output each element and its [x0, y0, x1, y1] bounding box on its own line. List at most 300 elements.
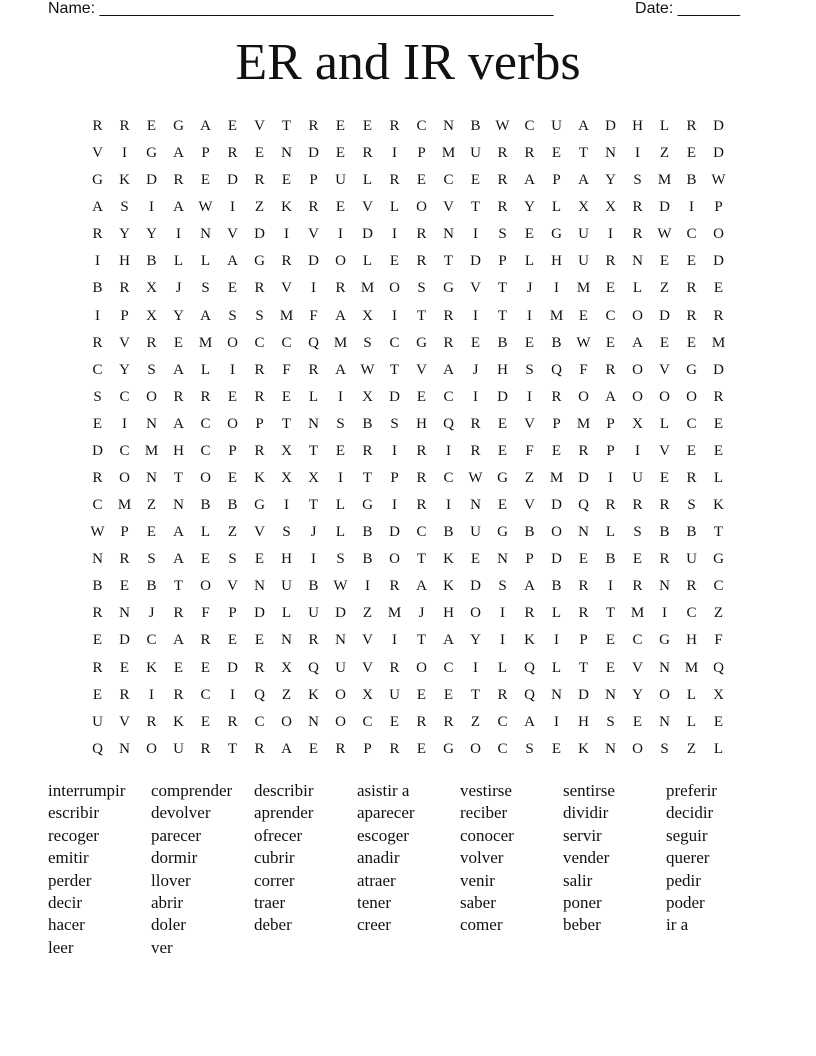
grid-letter: R: [92, 226, 103, 243]
grid-letter: C: [605, 307, 616, 324]
grid-letter: T: [578, 145, 589, 162]
grid-letter: P: [579, 632, 588, 649]
grid-letter: U: [686, 551, 697, 568]
grid-letter: I: [635, 442, 640, 459]
grid-letter: A: [632, 334, 643, 351]
grid-letter: D: [605, 118, 616, 134]
grid-row: [84, 736, 732, 763]
grid-letter: K: [173, 713, 184, 730]
grid-letter: X: [281, 659, 292, 676]
word-bank-item: tener: [357, 892, 391, 912]
grid-letter: K: [254, 470, 265, 487]
grid-letter: S: [147, 551, 156, 568]
grid-letter: X: [146, 307, 157, 324]
grid-letter: C: [632, 632, 643, 649]
grid-letter: R: [254, 442, 265, 459]
grid-letter: I: [554, 632, 559, 649]
grid-letter: W: [360, 361, 375, 378]
grid-letter: V: [632, 659, 643, 676]
grid-letter: R: [308, 199, 319, 216]
grid-letter: R: [389, 578, 400, 595]
grid-letter: V: [524, 497, 535, 514]
grid-letter: G: [686, 361, 697, 378]
grid-letter: T: [605, 605, 616, 622]
grid-letter: I: [311, 551, 316, 568]
grid-letter: C: [119, 442, 130, 459]
grid-letter: T: [308, 442, 319, 459]
grid-letter: U: [578, 253, 589, 270]
grid-letter: E: [416, 686, 427, 703]
grid-letter: E: [659, 334, 670, 351]
grid-letter: Y: [524, 199, 535, 216]
grid-letter: P: [525, 551, 534, 568]
grid-letter: N: [92, 551, 103, 568]
grid-letter: D: [713, 361, 724, 378]
grid-letter: E: [551, 145, 562, 162]
grid-letter: O: [632, 388, 643, 405]
grid-letter: R: [416, 226, 427, 243]
grid-letter: Q: [551, 361, 562, 378]
grid-letter: D: [713, 118, 724, 134]
grid-letter: B: [146, 253, 157, 270]
grid-letter: Q: [92, 740, 103, 757]
grid-letter: C: [119, 388, 130, 405]
grid-letter: H: [416, 415, 427, 432]
grid-letter: O: [389, 280, 400, 297]
grid-letter: L: [632, 280, 643, 297]
grid-letter: E: [254, 551, 265, 568]
grid-letter: R: [416, 442, 427, 459]
grid-letter: R: [227, 145, 238, 162]
grid-letter: I: [392, 632, 397, 649]
grid-letter: R: [416, 470, 427, 487]
grid-row: [84, 546, 732, 573]
grid-letter: I: [473, 226, 478, 243]
grid-letter: U: [470, 145, 481, 162]
grid-letter: T: [227, 740, 238, 757]
grid-letter: E: [146, 524, 157, 541]
grid-letter: R: [416, 497, 427, 514]
grid-letter: B: [551, 578, 562, 595]
grid-letter: R: [173, 605, 184, 622]
grid-letter: V: [254, 524, 265, 541]
grid-letter: E: [227, 632, 238, 649]
grid-letter: S: [417, 280, 426, 297]
grid-letter: O: [281, 713, 292, 730]
grid-letter: I: [149, 686, 154, 703]
grid-letter: T: [281, 118, 292, 134]
grid-letter: S: [606, 713, 615, 730]
grid-letter: C: [686, 605, 697, 622]
grid-letter: Z: [470, 713, 481, 730]
grid-letter: I: [473, 307, 478, 324]
grid-letter: R: [686, 118, 697, 134]
grid-letter: R: [308, 632, 319, 649]
grid-letter: T: [416, 632, 427, 649]
grid-letter: E: [497, 442, 508, 459]
grid-letter: L: [659, 415, 670, 432]
grid-letter: Q: [443, 415, 454, 432]
grid-letter: I: [176, 226, 181, 243]
grid-letter: O: [659, 388, 670, 405]
grid-letter: R: [200, 388, 211, 405]
grid-letter: H: [686, 632, 697, 649]
grid-letter: G: [659, 632, 670, 649]
grid-letter: I: [230, 199, 235, 216]
grid-letter: R: [443, 334, 454, 351]
grid-letter: O: [470, 605, 481, 622]
grid-letter: S: [390, 415, 399, 432]
word-bank-item: decir: [48, 892, 82, 912]
grid-letter: R: [686, 470, 697, 487]
grid-row: [84, 140, 732, 167]
grid-letter: R: [659, 497, 670, 514]
grid-letter: C: [146, 632, 157, 649]
grid-letter: Q: [524, 659, 535, 676]
grid-letter: B: [686, 172, 697, 189]
grid-letter: X: [713, 686, 724, 703]
grid-letter: L: [551, 199, 562, 216]
grid-letter: V: [227, 226, 238, 243]
word-bank-item: escribir: [48, 803, 99, 823]
grid-letter: O: [659, 686, 670, 703]
word-bank-item: volver: [460, 848, 504, 868]
grid-letter: L: [659, 118, 670, 134]
grid-letter: O: [335, 686, 346, 703]
word-bank-item: traer: [254, 892, 286, 912]
grid-letter: C: [416, 118, 427, 134]
grid-letter: B: [146, 578, 157, 595]
grid-letter: P: [255, 415, 264, 432]
grid-letter: Z: [686, 740, 697, 757]
grid-letter: F: [309, 307, 318, 324]
grid-letter: M: [576, 415, 591, 432]
grid-letter: A: [578, 172, 589, 189]
word-bank-item: describir: [254, 781, 314, 800]
date-line: Date: _______: [635, 0, 740, 17]
grid-letter: L: [497, 659, 508, 676]
grid-letter: B: [551, 334, 562, 351]
grid-letter: P: [606, 442, 615, 459]
grid-letter: I: [527, 388, 532, 405]
grid-letter: B: [443, 524, 454, 541]
grid-letter: E: [227, 470, 238, 487]
grid-letter: R: [308, 118, 319, 134]
grid-row: [84, 330, 732, 357]
grid-letter: A: [173, 415, 184, 432]
grid-letter: Y: [119, 226, 130, 243]
grid-letter: J: [472, 361, 479, 378]
word-bank-item: emitir: [48, 848, 89, 868]
grid-letter: P: [120, 307, 129, 324]
word-bank-item: llover: [151, 870, 191, 890]
grid-letter: I: [284, 226, 289, 243]
word-bank-item: correr: [254, 870, 295, 890]
grid-letter: C: [416, 524, 427, 541]
word-bank-item: anadir: [357, 848, 400, 868]
grid-letter: H: [632, 118, 643, 134]
word-bank-item: ver: [151, 937, 173, 957]
grid-letter: I: [689, 199, 694, 216]
grid-letter: E: [551, 740, 562, 757]
grid-letter: B: [200, 497, 211, 514]
grid-letter: A: [335, 307, 346, 324]
grid-letter: P: [390, 470, 399, 487]
grid-letter: O: [227, 334, 238, 351]
grid-letter: D: [92, 442, 103, 459]
word-bank-item: deber: [254, 915, 292, 935]
grid-letter: E: [308, 740, 319, 757]
grid-letter: L: [524, 253, 535, 270]
grid-row: [84, 573, 732, 600]
grid-letter: A: [173, 145, 184, 162]
grid-letter: I: [95, 253, 100, 270]
grid-letter: Q: [308, 659, 319, 676]
grid-letter: I: [149, 199, 154, 216]
grid-letter: O: [227, 415, 238, 432]
grid-letter: G: [551, 226, 562, 243]
grid-letter: N: [470, 497, 481, 514]
grid-letter: H: [119, 253, 130, 270]
word-bank-item: devolver: [151, 803, 211, 823]
grid-letter: G: [362, 497, 373, 514]
grid-letter: E: [362, 118, 373, 134]
grid-letter: R: [632, 226, 643, 243]
word-bank-item: interrumpir: [48, 781, 126, 800]
word-bank-item: ir a: [666, 915, 689, 935]
grid-letter: E: [713, 280, 724, 297]
grid-letter: G: [416, 334, 427, 351]
grid-letter: D: [146, 172, 157, 189]
grid-letter: U: [335, 659, 346, 676]
grid-letter: R: [146, 334, 157, 351]
grid-letter: U: [389, 686, 400, 703]
word-bank-item: dividir: [563, 803, 609, 823]
word-bank-item: salir: [563, 870, 593, 890]
grid-letter: O: [578, 388, 589, 405]
word-bank-item: preferir: [666, 781, 717, 800]
grid-letter: V: [362, 659, 373, 676]
grid-letter: N: [578, 524, 589, 541]
grid-letter: D: [551, 497, 562, 514]
grid-letter: E: [686, 334, 697, 351]
grid-letter: L: [551, 659, 562, 676]
grid-letter: K: [443, 578, 454, 595]
grid-letter: N: [308, 713, 319, 730]
grid-letter: C: [686, 415, 697, 432]
grid-letter: M: [279, 307, 294, 324]
grid-letter: I: [635, 145, 640, 162]
grid-letter: D: [254, 605, 265, 622]
grid-letter: E: [416, 172, 427, 189]
grid-letter: R: [632, 497, 643, 514]
grid-letter: V: [308, 226, 319, 243]
grid-letter: O: [335, 713, 346, 730]
grid-letter: C: [200, 686, 211, 703]
grid-letter: T: [281, 415, 292, 432]
grid-letter: E: [200, 172, 211, 189]
grid-letter: K: [281, 199, 292, 216]
grid-letter: V: [443, 199, 454, 216]
grid-letter: R: [416, 713, 427, 730]
grid-letter: T: [470, 199, 481, 216]
grid-letter: R: [335, 280, 346, 297]
grid-letter: S: [498, 226, 507, 243]
grid-letter: K: [119, 172, 130, 189]
grid-letter: X: [281, 442, 292, 459]
grid-letter: Z: [227, 524, 238, 541]
word-bank-item: doler: [151, 915, 186, 935]
grid-letter: R: [92, 118, 103, 134]
grid-letter: D: [254, 226, 265, 243]
grid-letter: R: [389, 740, 400, 757]
page-title: ER and IR verbs: [235, 34, 581, 91]
grid-letter: C: [443, 659, 454, 676]
word-bank-item: aparecer: [357, 803, 415, 823]
grid-letter: R: [443, 307, 454, 324]
grid-letter: R: [335, 740, 346, 757]
grid-letter: A: [227, 253, 238, 270]
grid-letter: U: [632, 470, 643, 487]
grid-letter: P: [309, 172, 318, 189]
grid-letter: B: [92, 280, 103, 297]
grid-letter: V: [281, 280, 292, 297]
grid-letter: E: [227, 388, 238, 405]
grid-letter: D: [335, 605, 346, 622]
grid-letter: R: [254, 659, 265, 676]
grid-letter: R: [146, 713, 157, 730]
grid-letter: E: [470, 334, 481, 351]
grid-letter: C: [92, 497, 103, 514]
grid-letter: F: [714, 632, 723, 649]
grid-letter: R: [713, 307, 724, 324]
grid-letter: N: [335, 632, 346, 649]
grid-letter: R: [524, 605, 535, 622]
grid-letter: R: [119, 280, 130, 297]
grid-letter: R: [173, 388, 184, 405]
grid-letter: E: [92, 415, 103, 432]
grid-letter: I: [500, 632, 505, 649]
grid-letter: K: [524, 632, 535, 649]
grid-letter: R: [227, 713, 238, 730]
grid-letter: A: [443, 361, 454, 378]
word-bank-item: recoger: [48, 825, 99, 845]
grid-letter: T: [389, 361, 400, 378]
grid-letter: N: [119, 740, 130, 757]
grid-letter: E: [389, 713, 400, 730]
grid-row: [84, 411, 732, 438]
grid-letter: R: [686, 280, 697, 297]
grid-letter: U: [578, 226, 589, 243]
grid-letter: U: [551, 118, 562, 134]
word-bank-item: servir: [563, 825, 602, 845]
name-line: Name: ___________________________________________________: [48, 0, 554, 17]
grid-letter: B: [92, 578, 103, 595]
grid-row: [84, 600, 732, 627]
grid-letter: V: [524, 415, 535, 432]
word-bank-item: cubrir: [254, 848, 295, 868]
grid-letter: B: [497, 334, 508, 351]
grid-letter: I: [446, 442, 451, 459]
grid-letter: P: [228, 605, 237, 622]
grid-letter: M: [549, 470, 564, 487]
grid-letter: N: [200, 226, 211, 243]
grid-letter: H: [173, 442, 184, 459]
grid-letter: V: [227, 578, 238, 595]
grid-letter: T: [173, 470, 184, 487]
grid-letter: I: [446, 497, 451, 514]
word-bank-item: hacer: [48, 915, 85, 935]
grid-letter: D: [227, 659, 238, 676]
grid-letter: R: [308, 361, 319, 378]
grid-letter: E: [335, 118, 346, 134]
grid-letter: U: [281, 578, 292, 595]
word-bank-item: conocer: [460, 825, 514, 845]
grid-letter: R: [254, 740, 265, 757]
grid-letter: G: [254, 253, 265, 270]
grid-letter: A: [200, 118, 211, 134]
grid-letter: R: [497, 686, 508, 703]
grid-letter: T: [497, 280, 508, 297]
grid-letter: E: [605, 632, 616, 649]
grid-letter: S: [255, 307, 264, 324]
grid-letter: O: [389, 551, 400, 568]
grid-letter: S: [228, 307, 237, 324]
grid-letter: N: [281, 145, 292, 162]
grid-letter: R: [119, 118, 130, 134]
grid-letter: E: [497, 497, 508, 514]
grid-letter: R: [389, 118, 400, 134]
grid-letter: I: [608, 470, 613, 487]
grid-letter: E: [146, 118, 157, 134]
grid-letter: G: [713, 551, 724, 568]
grid-letter: M: [657, 172, 672, 189]
grid-letter: S: [336, 415, 345, 432]
grid-letter: E: [335, 145, 346, 162]
grid-letter: N: [659, 713, 670, 730]
grid-letter: M: [441, 145, 456, 162]
grid-letter: S: [228, 551, 237, 568]
grid-letter: E: [578, 551, 589, 568]
grid-letter: R: [470, 442, 481, 459]
grid-row: [84, 465, 732, 492]
grid-letter: P: [552, 172, 561, 189]
grid-letter: W: [495, 118, 510, 134]
grid-letter: E: [605, 659, 616, 676]
grid-letter: D: [308, 253, 319, 270]
grid-row: [84, 519, 732, 546]
grid-letter: S: [93, 388, 102, 405]
grid-letter: Q: [713, 659, 724, 676]
grid-letter: M: [333, 334, 348, 351]
grid-letter: V: [254, 118, 265, 134]
grid-letter: L: [713, 470, 724, 487]
grid-row: [84, 627, 732, 654]
grid-letter: O: [146, 388, 157, 405]
grid-letter: N: [443, 118, 454, 134]
grid-letter: G: [497, 470, 508, 487]
grid-letter: R: [200, 740, 211, 757]
word-bank-item: poder: [666, 892, 705, 912]
grid-letter: O: [146, 740, 157, 757]
grid-letter: Y: [605, 172, 616, 189]
grid-letter: R: [254, 361, 265, 378]
grid-letter: P: [201, 145, 210, 162]
grid-letter: X: [281, 470, 292, 487]
grid-letter: O: [713, 226, 724, 243]
grid-letter: B: [362, 415, 373, 432]
grid-letter: I: [122, 415, 127, 432]
